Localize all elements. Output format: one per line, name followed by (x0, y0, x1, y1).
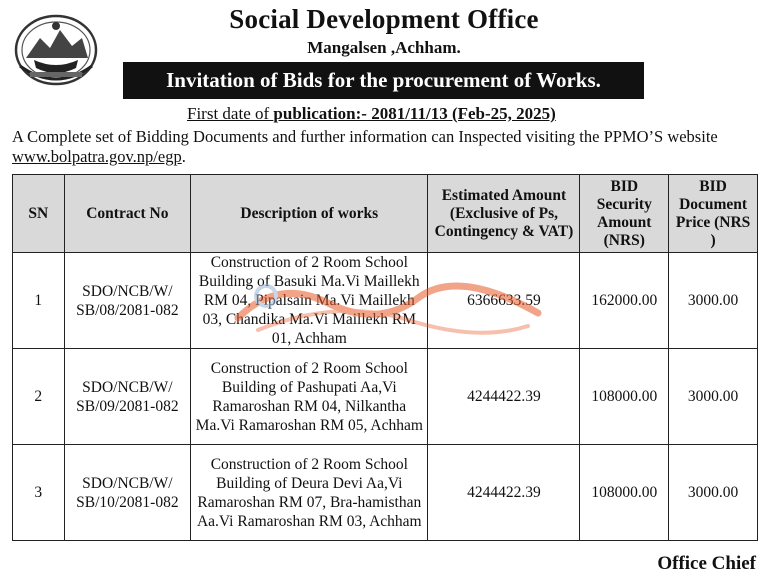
row-bid-security: 162000.00 (580, 253, 669, 349)
row-description: Construction of 2 Room School Building of Deura Devi Aa,Vi Ramaroshan RM 07, Bra-hamisthan Aa.Vi Ramaroshan RM 03, Achham (191, 445, 428, 541)
bids-table (12, 174, 758, 541)
row-document-price: 3000.00 (669, 445, 758, 541)
table-header-row (13, 175, 758, 253)
row-bid-security: 108000.00 (580, 445, 669, 541)
row-bid-security: 108000.00 (580, 349, 669, 445)
row-contract-no: SDO/NCB/W/ SB/08/2081-082 (64, 253, 191, 349)
row-document-price: 3000.00 (669, 349, 758, 445)
row-estimated-amount: 4244422.39 (428, 445, 580, 541)
notice-title-banner: Invitation of Bids for the procurement of Works. (123, 62, 644, 99)
row-document-price: 3000.00 (669, 253, 758, 349)
header-document-price: BID Document Price (NRS ) (669, 175, 758, 253)
ppmo-website-link[interactable]: www.bolpatra.gov.np/egp (12, 147, 182, 166)
row-estimated-amount: 4244422.39 (428, 349, 580, 445)
office-name: Social Development Office (229, 4, 539, 34)
office-location: Mangalsen ,Achham. (307, 38, 461, 57)
publication-date-line (187, 104, 556, 124)
row-sn: 3 (13, 445, 65, 541)
publication-label: First date of (187, 104, 274, 123)
intro-text: A Complete set of Bidding Documents and further information can Inspected visiting the PPMO’S website (12, 127, 718, 146)
row-sn: 1 (13, 253, 65, 349)
table-row (13, 253, 758, 349)
signatory-title: Office Chief (657, 553, 756, 574)
row-description: Construction of 2 Room School Building of Pashupati Aa,Vi Ramaroshan RM 04, Nilkantha Ma.Vi Ramaroshan RM 05, Achham (191, 349, 428, 445)
row-contract-no: SDO/NCB/W/ SB/09/2081-082 (64, 349, 191, 445)
intro-paragraph (12, 127, 760, 167)
header-bid-security: BID Security Amount (NRS) (580, 175, 669, 253)
table-row (13, 445, 758, 541)
publication-bold-label: publication:- (273, 104, 367, 123)
table-row (13, 349, 758, 445)
row-description: Construction of 2 Room School Building of Basuki Ma.Vi Maillekh RM 04, Pipalsain Ma.Vi Maillekh 03, Chandika Ma.Vi Maillekh RM 01, Achham (191, 253, 428, 349)
header-contract-no: Contract No (64, 175, 191, 253)
row-estimated-amount: 6366633.59 (428, 253, 580, 349)
intro-suffix: . (181, 147, 186, 166)
header-estimated-amount: Estimated Amount (Exclusive of Ps, Contingency & VAT) (428, 175, 580, 253)
row-contract-no: SDO/NCB/W/ SB/10/2081-082 (64, 445, 191, 541)
header-description: Description of works (191, 175, 428, 253)
row-sn: 2 (13, 349, 65, 445)
publication-date: 2081/11/13 (Feb-25, 2025) (366, 104, 556, 123)
header-sn: SN (13, 175, 65, 253)
